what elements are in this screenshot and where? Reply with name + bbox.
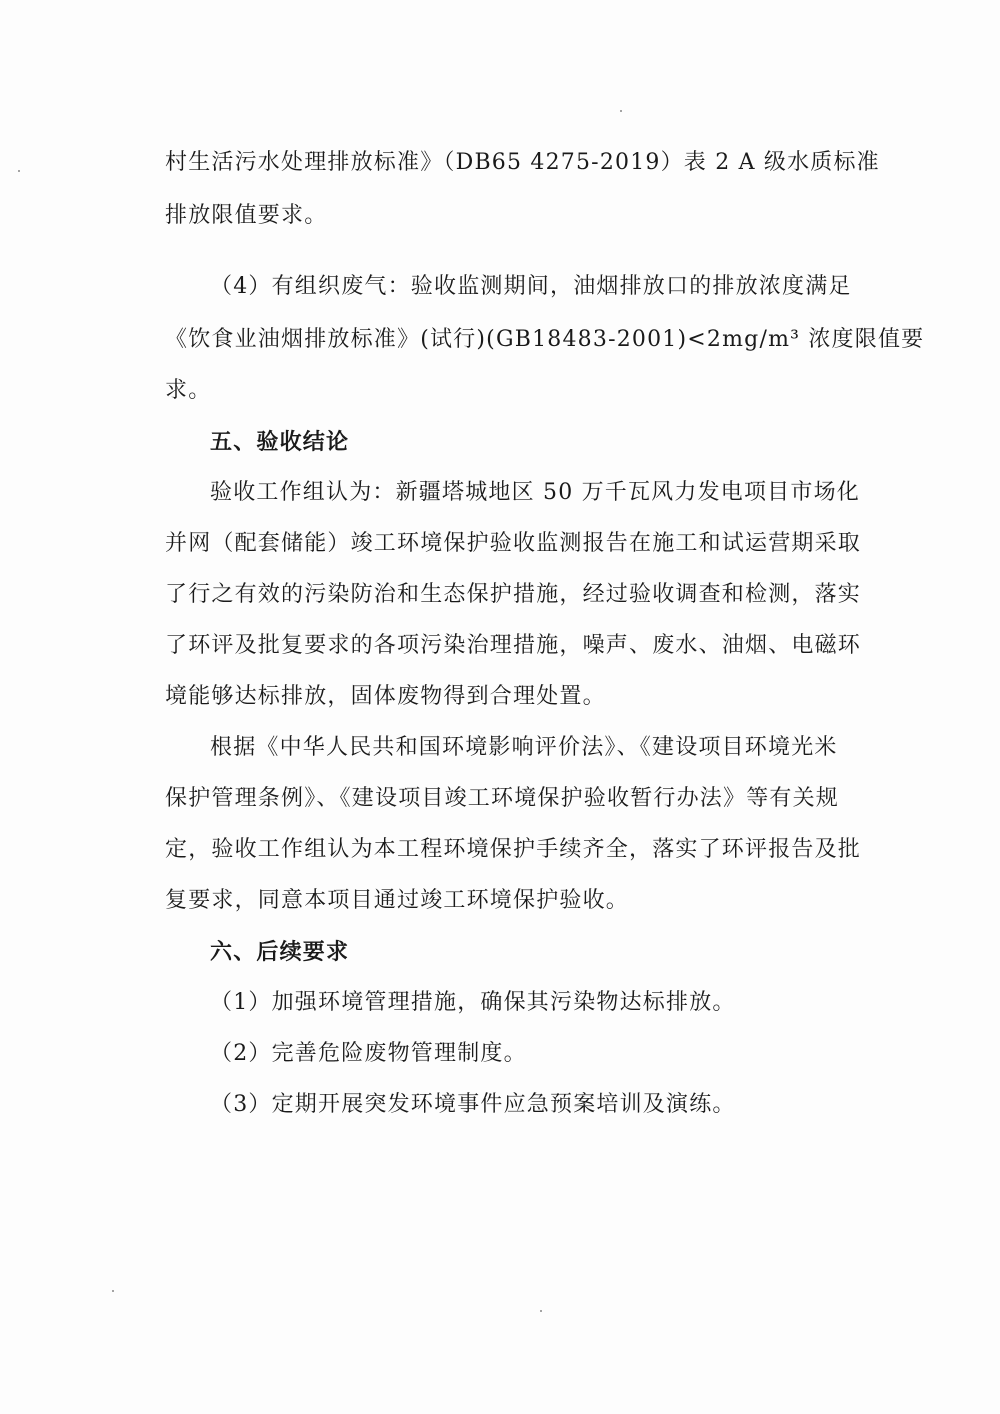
scan-speck: [112, 1290, 114, 1292]
text-line: 并网（配套储能）竣工环境保护验收监测报告在施工和试运营期采取: [165, 531, 862, 556]
list-item: （1）加强环境管理措施，确保其污染物达标排放。: [210, 990, 736, 1015]
text-line: 求。: [165, 378, 212, 403]
text-line: 复要求，同意本项目通过竣工环境保护验收。: [165, 888, 630, 913]
scan-speck: [18, 170, 20, 172]
text-line: 根据《中华人民共和国环境影响评价法》、《建设项目环境光米: [210, 735, 838, 760]
list-item: （3）定期开展突发环境事件应急预案培训及演练。: [210, 1092, 736, 1117]
scan-speck: [620, 110, 622, 112]
text-line: （4）有组织废气：验收监测期间，油烟排放口的排放浓度满足: [210, 274, 852, 299]
text-line: 验收工作组认为：新疆塔城地区 50 万千瓦风力发电项目市场化: [210, 480, 860, 505]
text-line: 《饮食业油烟排放标准》(试行)(GB18483-2001)<2mg/m³ 浓度限值要: [165, 327, 925, 352]
text-line: 了环评及批复要求的各项污染治理措施，噪声、废水、油烟、电磁环: [165, 633, 862, 658]
section-heading: 五、验收结论: [210, 429, 350, 455]
list-item: （2）完善危险废物管理制度。: [210, 1041, 527, 1066]
text-line: 了行之有效的污染防治和生态保护措施，经过验收调查和检测，落实: [165, 582, 862, 607]
section-heading: 六、后续要求: [210, 939, 350, 965]
text-line: 村生活污水处理排放标准》（DB65 4275-2019）表 2 A 级水质标准: [165, 150, 880, 175]
text-line: 保护管理条例》、《建设项目竣工环境保护验收暂行办法》等有关规: [165, 786, 840, 811]
text-line: 排放限值要求。: [165, 203, 328, 228]
scan-speck: [540, 1310, 542, 1312]
text-line: 定，验收工作组认为本工程环境保护手续齐全，落实了环评报告及批: [165, 837, 862, 862]
text-line: 境能够达标排放，固体废物得到合理处置。: [165, 684, 606, 709]
